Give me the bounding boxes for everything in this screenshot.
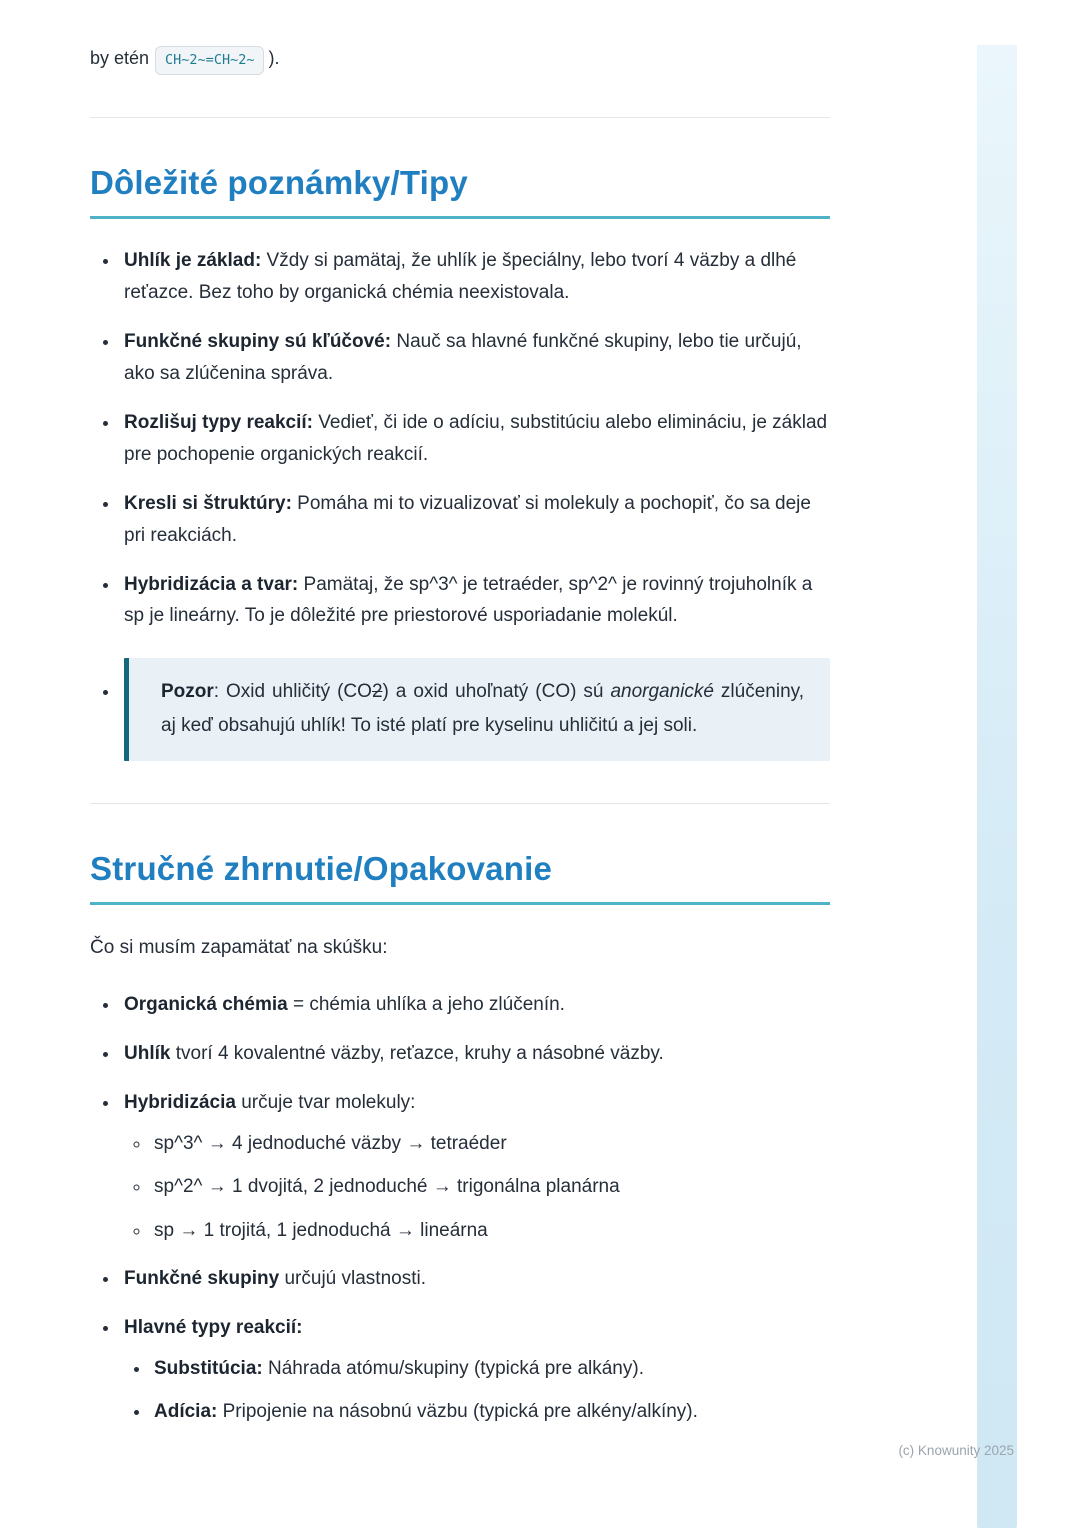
callout-strikethrough: 2 (371, 681, 383, 703)
hybridization-sublist (124, 1129, 830, 1246)
list-item (120, 407, 830, 471)
list-item (120, 1038, 830, 1070)
item-text: Pomáha mi to vizualizovať si molekuly a pochopiť, čo sa deje pri reakciách. (124, 492, 811, 546)
page-edge-highlight (977, 45, 1017, 1528)
item-label: Funkčné skupiny (124, 1268, 280, 1290)
list-item (120, 1312, 830, 1428)
item-label: Hlavné typy reakcií: (124, 1317, 303, 1338)
item-text: Náhrada atómu/skupiny (typická pre alkány). (262, 1357, 644, 1379)
section-divider (90, 803, 830, 804)
callout-emphasis: anorganické (610, 681, 714, 703)
item-text: tvorí 4 kovalentné väzby, reťazce, kruhy a násobné väzby. (170, 1043, 664, 1065)
item-label: Kresli si štruktúry: (124, 492, 292, 514)
item-text: Pripojenie na násobnú väzbu (typická pre alkény/alkíny). (217, 1401, 698, 1423)
item-label: Uhlík (124, 1043, 171, 1065)
item-label: Rozlišuj typy reakcií: (124, 411, 314, 433)
item-text: určuje tvar molekuly: (235, 1092, 416, 1114)
item-text: Nauč sa hlavné funkčné skupiny, lebo tie určujú, ako sa zlúčenina správa. (124, 331, 802, 384)
item-text: Vždy si pamätaj, že uhlík je špeciálny, lebo tvorí 4 väzby a dlhé reťazce. Bez toho by organická chémia neexistovala. (124, 250, 797, 304)
callout-label: Pozor (161, 681, 214, 703)
warning-callout (124, 658, 830, 761)
item-label: Substitúcia: (154, 1357, 263, 1379)
callout-text: : Oxid uhličitý (CO (213, 681, 372, 703)
item-label: Organická chémia (124, 994, 288, 1016)
summary-intro: Čo si musím zapamätať na skúšku: (90, 936, 388, 958)
item-text: Vedieť, či ide o adíciu, substitúciu alebo elimináciu, je základ pre pochopenie organických reakcií. (124, 411, 828, 465)
intro-prefix: by etén (90, 48, 150, 68)
item-label: Hybridizácia (124, 1092, 236, 1114)
item-text: = chémia uhlíka a jeho zlúčenín. (287, 994, 565, 1016)
item-label: Funkčné skupiny sú kľúčové: (124, 331, 392, 353)
list-item (120, 326, 830, 390)
content-column (90, 0, 830, 1428)
summary-list (90, 989, 830, 1427)
notes-list (90, 245, 830, 761)
section-title-notes: Dôležité poznámky/Tipy (90, 164, 830, 219)
sub-list-item (151, 1397, 830, 1427)
list-item (120, 569, 830, 633)
watermark: (c) Knowunity 2025 (898, 1443, 1014, 1458)
sub-list-item (151, 1354, 830, 1384)
list-item (120, 1263, 830, 1295)
sub-list-item: ◦ sp^3^ → 4 jednoduché väzby → tetraéder (151, 1129, 830, 1159)
sub-list-item: ◦ sp → 1 trojitá, 1 jednoduchá → lineárna (151, 1216, 830, 1246)
callout-text: zlúčeniny, aj keď obsahujú uhlík! To isté platí pre kyselinu uhličitú a jej soli. (161, 681, 805, 736)
list-item (120, 989, 830, 1021)
item-label: Uhlík je základ: (124, 250, 262, 272)
callout-text: ) a oxid uhoľnatý (CO) sú (382, 681, 611, 703)
formula-code-chip: CH~2~=CH~2~ (155, 46, 264, 75)
sub-list-item: ◦ sp^2^ → 1 dvojitá, 2 jednoduché → trigonálna planárna (151, 1172, 830, 1202)
intro-suffix: ). (268, 48, 280, 68)
list-item (120, 245, 830, 309)
item-text: určujú vlastnosti. (279, 1268, 426, 1290)
section-divider (90, 117, 830, 118)
item-label: Hybridizácia a tvar: (124, 573, 299, 595)
intro-line (90, 45, 830, 75)
list-item (120, 1087, 830, 1246)
item-text: Pamätaj, že sp^3^ je tetraéder, sp^2^ je rovinný trojuholník a sp je lineárny. To je dôležité pre priestorové usporiadanie molekúl. (124, 573, 813, 627)
list-item (120, 488, 830, 552)
item-label: Adícia: (154, 1401, 218, 1423)
list-item-callout (120, 658, 830, 761)
section-title-summary: Stručné zhrnutie/Opakovanie (90, 850, 830, 905)
reaction-types-sublist (124, 1354, 830, 1428)
